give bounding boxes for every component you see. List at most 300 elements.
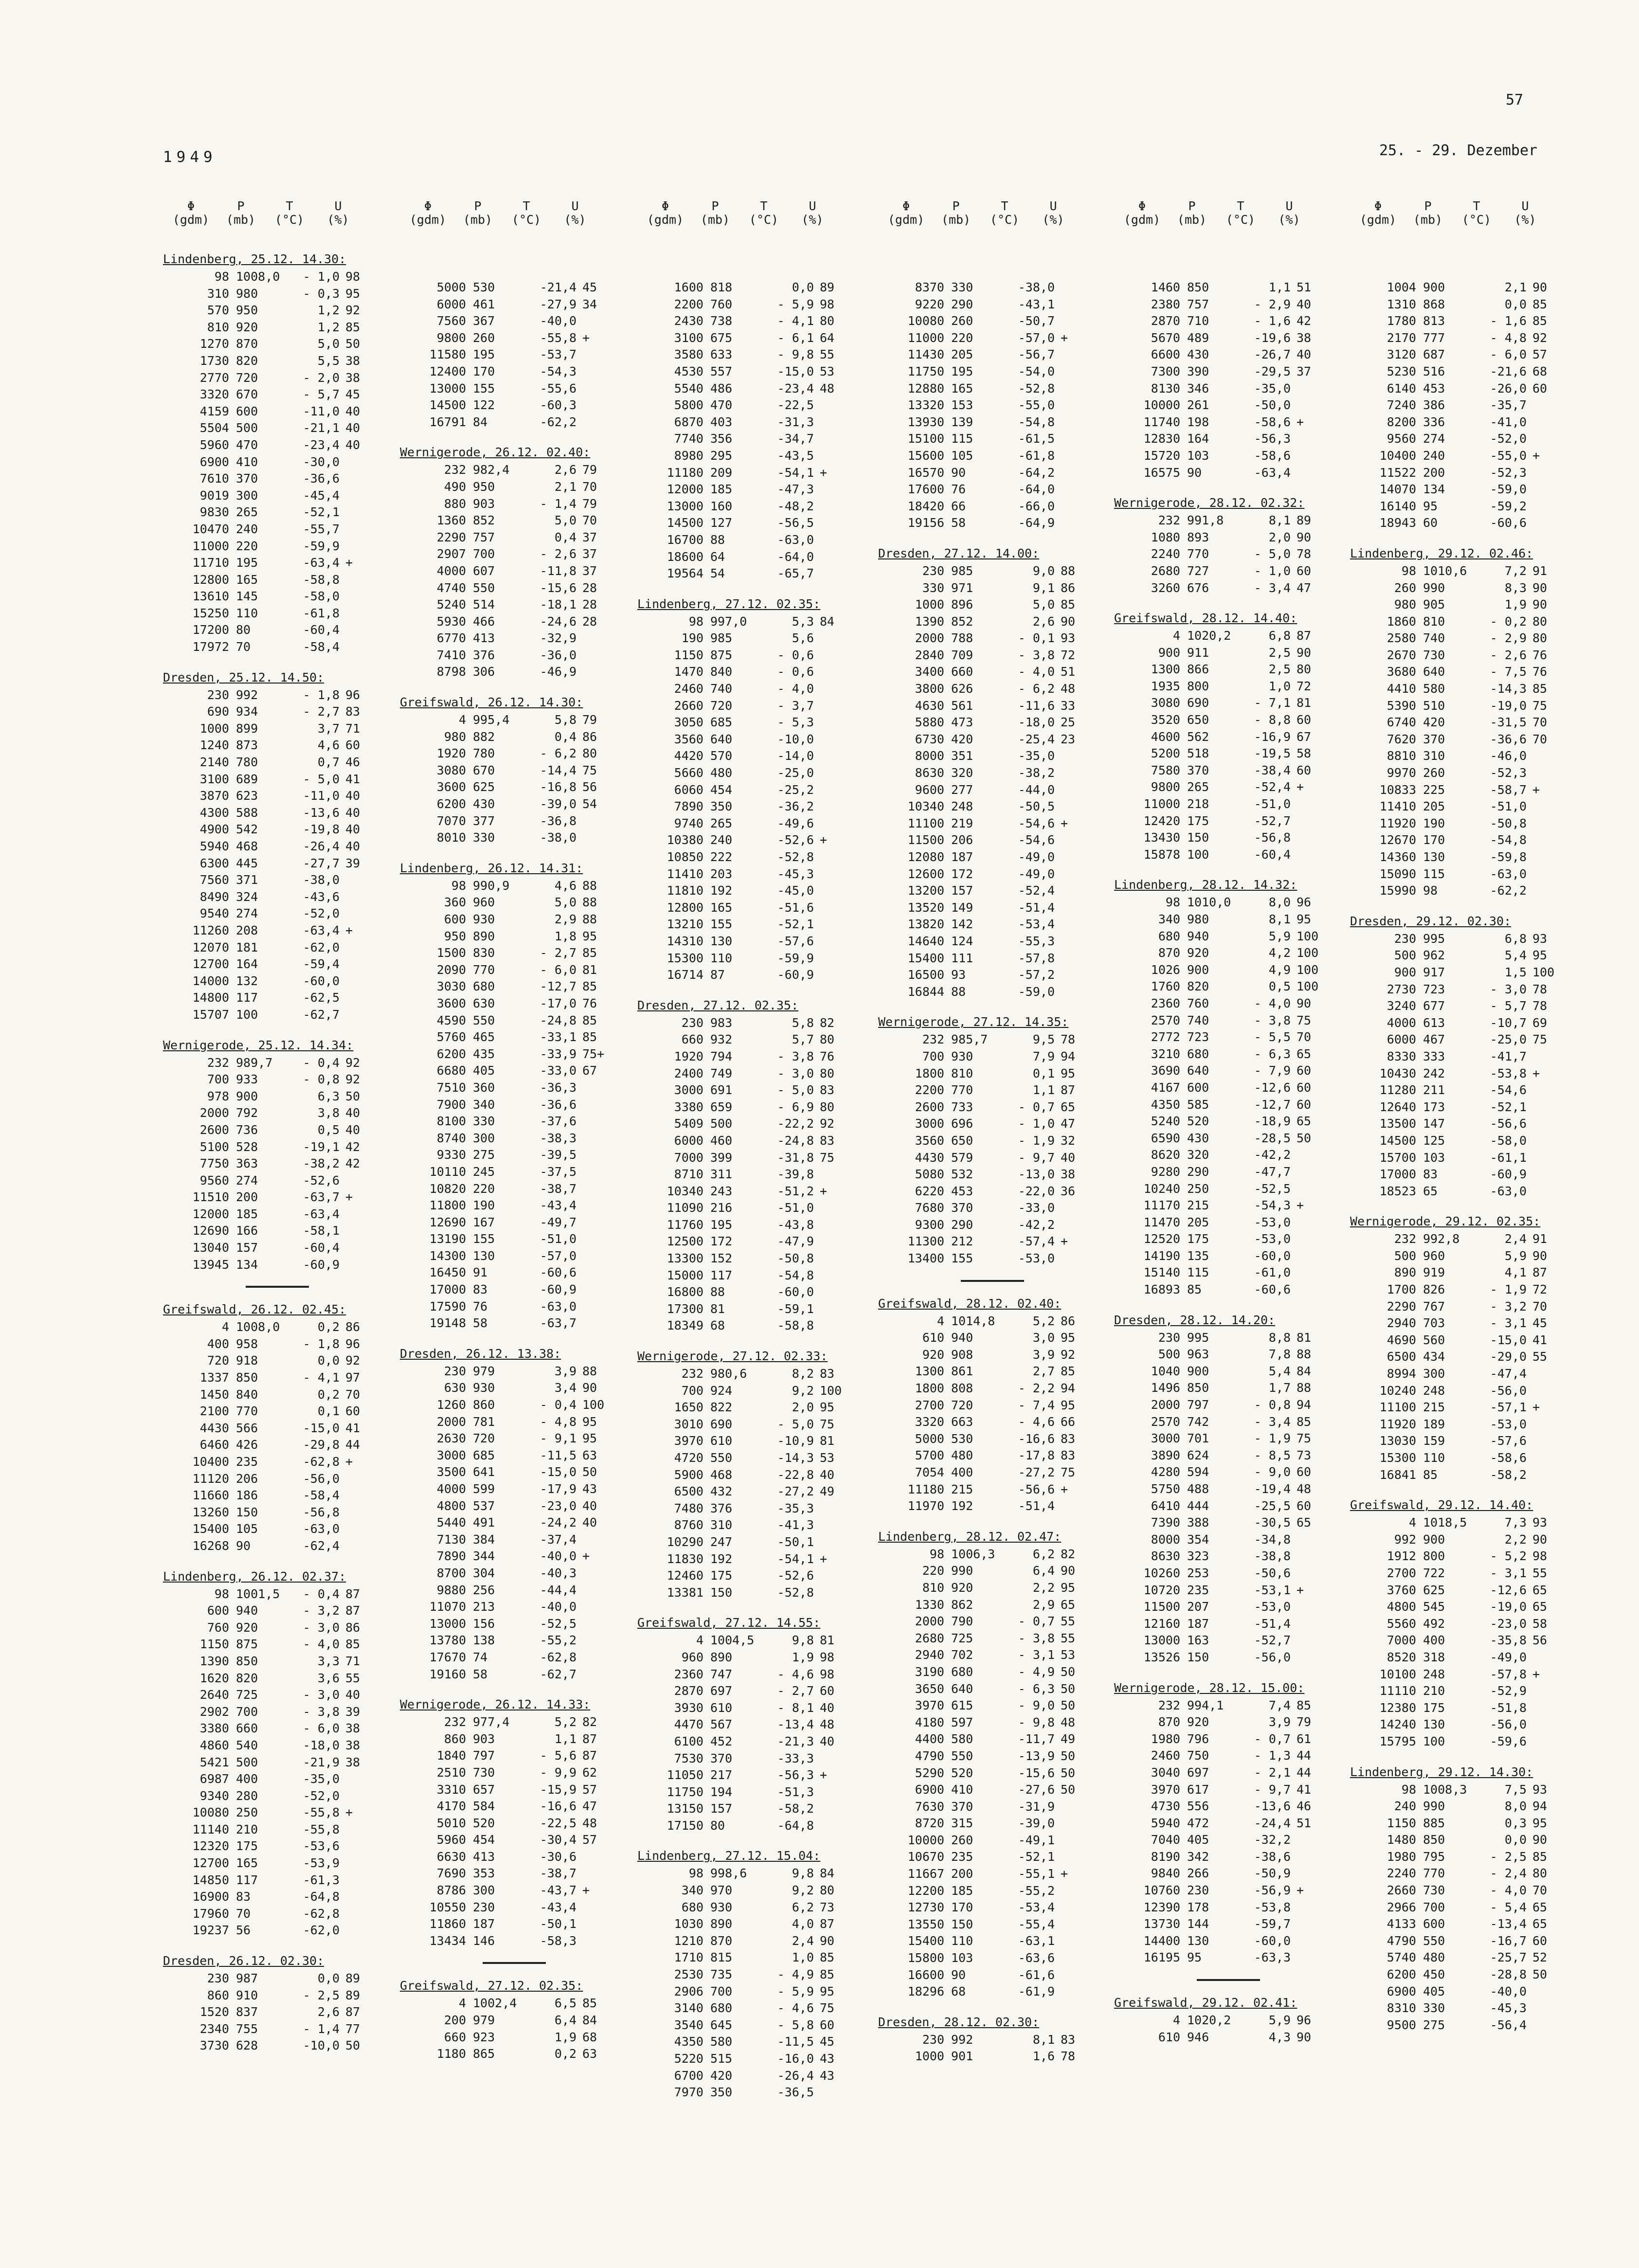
pressure-value: 852 [951, 614, 973, 629]
temperature-value: -35,3 [777, 1501, 814, 1515]
pressure-value: 950 [236, 303, 258, 318]
pressure-value: 899 [236, 721, 258, 736]
temperature-value: -18,0 [303, 1738, 340, 1752]
pressure-value: 725 [236, 1688, 258, 1702]
pressure-value: 103 [951, 1951, 973, 1965]
height-value: 12320 [192, 1839, 229, 1854]
sounding-row [1350, 866, 1569, 883]
humidity-value: 85 [582, 946, 597, 960]
humidity-value: 90 [1297, 2030, 1312, 2044]
temperature-value: -16,0 [777, 2052, 814, 2066]
pressure-value: 215 [951, 1482, 973, 1496]
humidity-value [1532, 2017, 1567, 2034]
pressure-value: 691 [710, 1083, 733, 1098]
humidity-value: + [820, 465, 828, 480]
station-title: Wernigerode, 26.12. 14.33: [400, 1697, 591, 1712]
sounding-row [400, 762, 619, 779]
sounding-row [878, 866, 1097, 883]
height-value: 8330 [1387, 1049, 1416, 1063]
temperature-value: -50,0 [1254, 398, 1291, 413]
height-value: 690 [207, 704, 229, 719]
sounding-row [163, 956, 382, 973]
pressure-value: 117 [236, 1872, 258, 1887]
sounding-row [637, 1116, 856, 1133]
pressure-value: 85 [1187, 1282, 1202, 1297]
height-value: 2240 [1387, 1866, 1416, 1881]
pressure-value: 344 [473, 1549, 495, 1564]
temperature-value: - 0,4 [303, 1055, 340, 1070]
pressure-value: 777 [1423, 330, 1445, 345]
height-value: 17200 [192, 623, 229, 637]
sounding-row [878, 1832, 1097, 1849]
height-value: 3500 [436, 1465, 466, 1479]
sounding-row [400, 1632, 619, 1649]
pressure-value: 792 [236, 1106, 258, 1120]
height-value: 2870 [674, 1684, 703, 1698]
humidity-value: 40 [582, 1498, 597, 1513]
humidity-value [1061, 1883, 1095, 1900]
height-value: 230 [207, 687, 229, 702]
pressure-value: 165 [951, 381, 973, 396]
humidity-value: + [1297, 414, 1304, 429]
pressure-value: 630 [473, 996, 495, 1010]
sounding-row [400, 580, 619, 597]
sounding-row [400, 2029, 619, 2046]
pressure-value: 998,6 [710, 1866, 747, 1881]
humidity-value [1532, 815, 1567, 832]
height-value: 98 [929, 1547, 944, 1561]
humidity-value: 36 [1061, 1184, 1076, 1198]
height-value: 232 [1394, 1232, 1416, 1246]
pressure-value: 130 [1423, 1717, 1445, 1732]
sounding-row [163, 821, 382, 838]
sounding-row [878, 1883, 1097, 1900]
temperature-value: -60,4 [1254, 847, 1291, 862]
humidity-value [820, 798, 854, 815]
height-value: 1004 [1387, 280, 1416, 294]
humidity-value [1297, 796, 1331, 813]
temperature-value: -55,1 [1018, 1867, 1055, 1881]
sounding-row [637, 681, 856, 698]
humidity-value [1297, 1264, 1331, 1281]
sounding-row [400, 2012, 619, 2029]
pressure-value: 755 [236, 2021, 258, 2036]
pressure-value: 54 [710, 566, 725, 581]
humidity-value: 95 [820, 1984, 835, 1998]
temperature-value: -25,5 [1254, 1498, 1291, 1513]
pressure-value: 65 [1423, 1184, 1438, 1198]
pressure-value: 181 [236, 940, 258, 954]
sounding-row [1350, 313, 1569, 330]
pressure-value: 923 [473, 2030, 495, 2044]
height-value: 10110 [429, 1164, 466, 1179]
pressure-value: 780 [473, 746, 495, 761]
height-value: 4690 [1387, 1332, 1416, 1347]
pressure-value: 100 [1187, 847, 1209, 862]
humidity-value: 54 [582, 797, 597, 811]
temperature-value: 4,3 [1268, 2030, 1291, 2044]
sounding-row [1114, 1281, 1333, 1298]
pressure-value: 850 [1187, 1381, 1209, 1395]
sounding-row [163, 1155, 382, 1172]
pressure-value: 240 [710, 833, 733, 847]
temperature-value: 5,0 [317, 337, 340, 351]
temperature-value: -38,7 [540, 1866, 576, 1881]
temperature-value: - 3,0 [777, 1066, 814, 1080]
height-value: 9560 [1387, 432, 1416, 446]
height-value: 14500 [666, 516, 703, 530]
height-value: 9300 [915, 1217, 944, 1232]
humidity-value [1297, 1832, 1331, 1849]
height-value: 11510 [192, 1190, 229, 1205]
temperature-value: - 2,7 [777, 1684, 814, 1698]
station-block [1350, 1212, 1569, 1483]
pressure-value: 153 [951, 398, 973, 413]
pressure-value: 200 [236, 1190, 258, 1205]
humidity-value [820, 664, 854, 681]
temperature-value: -53,0 [1254, 1600, 1291, 1614]
sounding-row [163, 788, 382, 805]
sounding-row [1350, 1683, 1569, 1700]
pressure-value: 770 [1187, 547, 1209, 561]
temperature-value: 1,5 [1504, 965, 1527, 979]
height-value: 18600 [666, 549, 703, 564]
sounding-row [878, 798, 1097, 815]
sounding-row [637, 2051, 856, 2068]
height-value: 12880 [907, 381, 944, 396]
height-value: 1860 [1387, 614, 1416, 629]
pressure-value: 187 [473, 1917, 495, 1931]
temperature-value: -15,0 [1490, 1332, 1527, 1347]
humidity-value [1297, 1214, 1331, 1231]
height-value: 13381 [666, 1585, 703, 1600]
humidity-value: 43 [820, 2068, 835, 2083]
pressure-value: 837 [236, 2005, 258, 2019]
temperature-value: -36,0 [540, 648, 576, 662]
pressure-value: 165 [236, 572, 258, 587]
temperature-value: -58,0 [303, 589, 340, 604]
humidity-value [820, 731, 854, 748]
temperature-value: -36,6 [303, 471, 340, 486]
column-2 [400, 199, 619, 2063]
height-value: 11170 [1143, 1198, 1180, 1213]
height-value: 7630 [915, 1799, 944, 1814]
humidity-value: 85 [345, 1637, 360, 1652]
pressure-value: 617 [1187, 1782, 1209, 1797]
pressure-value: 597 [951, 1715, 973, 1729]
sounding-row [1350, 664, 1569, 681]
pressure-value: 561 [951, 698, 973, 713]
pressure-value: 934 [236, 704, 258, 719]
height-value: 880 [444, 496, 466, 511]
column-3 [637, 199, 856, 2101]
height-value: 12600 [907, 866, 944, 881]
temperature-value: -34,8 [1254, 1532, 1291, 1547]
height-value: 230 [444, 1364, 466, 1378]
pressure-value: 150 [236, 1505, 258, 1519]
temperature-value: -60,9 [303, 1257, 340, 1272]
temperature-value: - 1,4 [303, 2021, 340, 2036]
sounding-row [400, 330, 619, 347]
sounding-row [637, 1383, 856, 1400]
sounding-row [163, 1872, 382, 1889]
pressure-value: 640 [1423, 665, 1445, 679]
sounding-row [400, 1214, 619, 1231]
humidity-value: 65 [1061, 1597, 1076, 1612]
humidity-value: + [820, 1551, 828, 1566]
temperature-value: -63,6 [1018, 1951, 1055, 1965]
humidity-value: 48 [820, 381, 835, 396]
temperature-value: - 4,0 [1490, 1883, 1527, 1898]
sounding-row [400, 1315, 619, 1332]
temperature-value: - 4,8 [1490, 330, 1527, 345]
temperature-value: -42,2 [1254, 1148, 1291, 1162]
humidity-value [345, 1240, 379, 1257]
humidity-value [1297, 829, 1331, 846]
temperature-value: -52,7 [1254, 813, 1291, 828]
height-value: 11470 [1143, 1215, 1180, 1229]
height-value: 13930 [907, 414, 944, 429]
temperature-value: -49,1 [1018, 1833, 1055, 1847]
pressure-value: 152 [710, 1251, 733, 1266]
temperature-value: -57,1 [1490, 1400, 1527, 1415]
humidity-value [820, 1567, 854, 1584]
sounding-row [1350, 1450, 1569, 1467]
height-value: 16575 [1143, 465, 1180, 480]
temperature-value: - 0,8 [1254, 1398, 1291, 1412]
temperature-value: -64,8 [303, 1890, 340, 1904]
humidity-value: 42 [345, 1139, 360, 1154]
height-value: 13945 [192, 1257, 229, 1272]
temperature-value: -52,6 [303, 1173, 340, 1188]
sounding-row [637, 933, 856, 950]
temperature-value: - 9,1 [540, 1431, 576, 1446]
temperature-value: -54,3 [540, 364, 576, 378]
sounding-row [1114, 1080, 1333, 1097]
sounding-row [878, 1065, 1097, 1082]
pressure-value: 610 [710, 1434, 733, 1448]
humidity-value [820, 397, 854, 414]
height-value: 11050 [666, 1768, 703, 1782]
humidity-value: 45 [1532, 1316, 1548, 1331]
temperature-value: - 4,6 [1018, 1415, 1055, 1429]
temperature-value: - 2,5 [303, 1988, 340, 2002]
temperature-value: 4,9 [1268, 962, 1291, 977]
height-value: 16714 [666, 968, 703, 982]
sounding-row [637, 1166, 856, 1183]
temperature-value: -22,5 [777, 398, 814, 413]
sounding-row [163, 1454, 382, 1471]
humidity-value: 60 [1297, 713, 1312, 727]
humidity-value [345, 1889, 379, 1906]
humidity-value: 48 [1061, 1715, 1076, 1729]
sounding-row [400, 1882, 619, 1899]
humidity-value: 76 [582, 996, 597, 1010]
sounding-row [1114, 1197, 1333, 1214]
height-value: 1730 [199, 353, 229, 368]
sounding-row [1350, 1133, 1569, 1150]
height-value: 13320 [907, 398, 944, 413]
pressure-value: 640 [951, 1681, 973, 1696]
pressure-value: 567 [710, 1717, 733, 1732]
pressure-value: 540 [236, 1738, 258, 1752]
height-value: 9800 [436, 330, 466, 345]
height-value: 2000 [199, 1106, 229, 1120]
pressure-value: 820 [1187, 979, 1209, 994]
humidity-value: 84 [820, 1866, 835, 1881]
humidity-value: 60 [1297, 563, 1312, 578]
sounding-row [1114, 2029, 1333, 2046]
humidity-value [1061, 296, 1095, 313]
temperature-value: -63,0 [1490, 866, 1527, 881]
temperature-value: -51,6 [777, 900, 814, 915]
temperature-value: -64,8 [777, 1818, 814, 1833]
pressure-value: 970 [710, 1883, 733, 1898]
pressure-value: 890 [710, 1650, 733, 1664]
sounding-row [637, 900, 856, 917]
sounding-row [1350, 1399, 1569, 1416]
sounding-row [1114, 1130, 1333, 1147]
sounding-row [637, 1048, 856, 1065]
humidity-value [1532, 1450, 1567, 1467]
height-value: 1300 [1151, 662, 1180, 677]
sounding-row [163, 1240, 382, 1257]
height-value: 10380 [666, 833, 703, 847]
separator-line [483, 1962, 546, 1964]
pressure-value: 960 [473, 895, 495, 910]
height-value: 8000 [915, 749, 944, 763]
height-value: 2200 [674, 297, 703, 311]
humidity-value: 55 [1532, 1350, 1548, 1364]
height-value: 240 [1394, 1799, 1416, 1814]
height-value: 10000 [907, 1833, 944, 1847]
humidity-value [345, 1922, 379, 1939]
temperature-value: -19,6 [1254, 330, 1291, 345]
humidity-value: 83 [820, 1133, 835, 1148]
temperature-value: - 9,7 [1018, 1150, 1055, 1165]
sounding-row [1350, 765, 1569, 782]
pressure-value: 518 [1187, 746, 1209, 761]
pressure-value: 420 [710, 2068, 733, 2083]
humidity-value [345, 1487, 379, 1504]
temperature-value: - 3,8 [1018, 1631, 1055, 1645]
humidity-value [1061, 515, 1095, 532]
pressure-value: 218 [1187, 797, 1209, 811]
pressure-value: 700 [1423, 1900, 1445, 1914]
pressure-value: 537 [473, 1498, 495, 1513]
pressure-value: 274 [236, 1173, 258, 1188]
sounding-row [878, 481, 1097, 498]
height-value: 8786 [436, 1883, 466, 1898]
sounding-row [878, 397, 1097, 414]
height-value: 310 [207, 286, 229, 301]
humidity-value: 72 [1297, 679, 1312, 693]
pressure-value: 324 [236, 889, 258, 904]
height-value: 3100 [674, 330, 703, 345]
height-value: 1780 [1387, 314, 1416, 328]
temperature-value: - 5,0 [1254, 547, 1291, 561]
pressure-value: 520 [1187, 1114, 1209, 1129]
sounding-row [1350, 981, 1569, 998]
height-value: 6100 [674, 1734, 703, 1748]
humidity-value: + [1061, 1482, 1068, 1496]
pressure-value: 492 [1423, 1616, 1445, 1631]
humidity-value [820, 782, 854, 799]
temperature-value: -57,8 [1490, 1667, 1527, 1681]
station-title: Lindenberg, 27.12. 15.04: [637, 1849, 821, 1863]
temperature-value: -61,1 [1490, 1150, 1527, 1165]
sounding-row [637, 849, 856, 866]
pressure-value: 400 [1423, 1633, 1445, 1648]
humidity-value [820, 647, 854, 664]
height-value: 3800 [915, 682, 944, 696]
pressure-value: 115 [951, 432, 973, 446]
sounding-row [637, 1183, 856, 1200]
humidity-value [1297, 1147, 1331, 1164]
temperature-value: - 1,0 [1254, 563, 1291, 578]
height-value: 15000 [666, 1268, 703, 1282]
temperature-value: -50,1 [777, 1534, 814, 1549]
height-value: 11800 [429, 1198, 466, 1213]
height-value: 5740 [1387, 1950, 1416, 1965]
height-value: 2580 [1387, 631, 1416, 646]
pressure-value: 216 [710, 1201, 733, 1215]
humidity-value [1061, 346, 1095, 363]
sounding-row [1350, 1582, 1569, 1599]
height-value: 200 [444, 2013, 466, 2028]
pressure-value: 56 [236, 1923, 251, 1938]
height-value: 5960 [436, 1833, 466, 1847]
separator-line [961, 1280, 1024, 1282]
sounding-row [400, 1782, 619, 1799]
sounding-row [637, 1133, 856, 1150]
humidity-value: 85 [820, 1967, 835, 1982]
temperature-value: -41,7 [1490, 1049, 1527, 1063]
height-value: 12640 [1379, 1099, 1416, 1114]
pressure-value: 850 [1187, 280, 1209, 294]
station-title: Greifswald, 27.12. 14.55: [637, 1616, 821, 1630]
sounding-row [1114, 546, 1333, 563]
height-value: 11280 [1379, 1083, 1416, 1098]
pressure-value: 930 [473, 912, 495, 926]
pressure-value: 815 [710, 1950, 733, 1965]
sounding-row [1114, 1363, 1333, 1380]
sounding-row [637, 2084, 856, 2101]
sounding-row [1114, 1933, 1333, 1950]
temperature-value: 5,4 [1504, 948, 1527, 963]
temperature-value: 3,7 [317, 721, 340, 736]
sounding-row [1350, 580, 1569, 597]
temperature-value: -52,3 [1490, 465, 1527, 480]
sounding-row [878, 1563, 1097, 1580]
humidity-value: 80 [582, 746, 597, 761]
sounding-row [163, 1855, 382, 1872]
height-value: 3930 [674, 1700, 703, 1715]
temperature-value: -63,0 [1490, 1184, 1527, 1198]
sounding-row [1114, 628, 1333, 645]
temperature-value: - 2,6 [540, 547, 576, 561]
pressure-value: 465 [473, 1030, 495, 1044]
station-title: Dresden, 29.12. 02.30: [1350, 914, 1512, 928]
humidity-value [1297, 813, 1331, 830]
height-value: 5750 [1151, 1482, 1180, 1496]
temperature-value: - 5,0 [303, 772, 340, 786]
sounding-row [1114, 945, 1333, 962]
sounding-row [163, 538, 382, 555]
temperature-value: -26,4 [303, 839, 340, 853]
sounding-row [878, 279, 1097, 296]
pressure-value: 566 [236, 1421, 258, 1435]
